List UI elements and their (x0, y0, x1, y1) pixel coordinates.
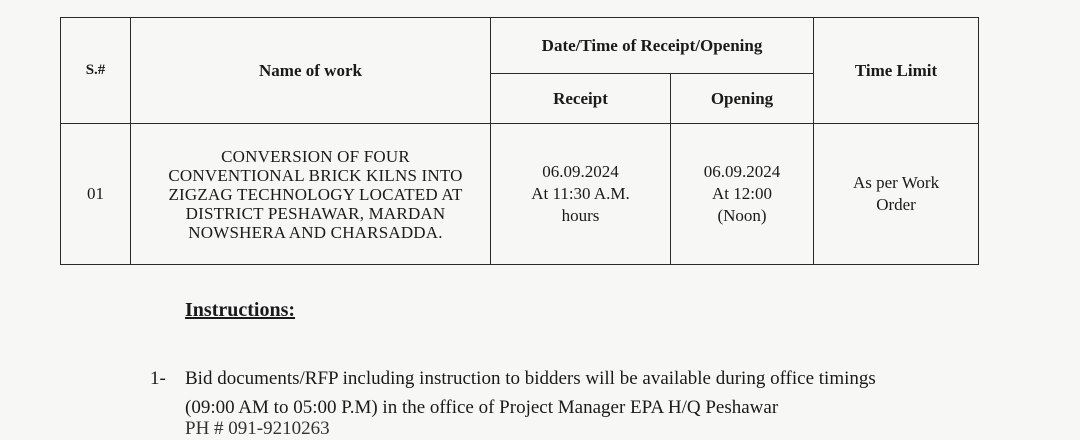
instruction-line: (09:00 AM to 05:00 P.M) in the office of Project Manager EPA H/Q Peshawar (185, 397, 779, 418)
instruction-number: 1- (150, 368, 166, 389)
work-line: DISTRICT PESHAWAR, MARDAN (185, 203, 446, 223)
work-line: ZIGZAG TECHNOLOGY LOCATED AT (168, 184, 463, 204)
row-receipt (491, 124, 671, 265)
time-limit-line: As per Work (852, 173, 940, 192)
instruction-text (185, 364, 990, 422)
header-receipt: Receipt (491, 74, 671, 124)
instruction-item (150, 364, 990, 422)
header-name-of-work: Name of work (131, 18, 491, 124)
tender-schedule-table (60, 17, 979, 265)
table-row (61, 124, 979, 265)
row-sno: 01 (61, 124, 131, 265)
work-line: NOWSHERA AND CHARSADDA. (188, 222, 443, 242)
opening-date: 06.09.2024 (703, 162, 781, 181)
row-name-of-work (131, 124, 491, 265)
time-limit-line: Order (876, 195, 916, 214)
opening-note: (Noon) (717, 206, 767, 225)
row-time-limit (814, 124, 979, 265)
header-sno: S.# (61, 18, 131, 124)
receipt-date: 06.09.2024 (542, 162, 619, 181)
header-date-time: Date/Time of Receipt/Opening (491, 18, 814, 74)
header-opening: Opening (671, 74, 814, 124)
row-opening (671, 124, 814, 265)
receipt-time: At 11:30 A.M. (531, 184, 630, 203)
opening-time: At 12:00 (712, 184, 772, 203)
instructions-heading: Instructions: (185, 299, 296, 321)
instruction-line: Bid documents/RFP including instruction to bidders will be available during office timings (185, 368, 876, 389)
work-line: CONVERSION OF FOUR (221, 146, 410, 166)
cut-off-text: PH # 091-9210263 (185, 418, 330, 439)
header-time-limit: Time Limit (814, 18, 979, 124)
work-line: CONVENTIONAL BRICK KILNS INTO (168, 165, 463, 185)
receipt-unit: hours (561, 206, 600, 225)
